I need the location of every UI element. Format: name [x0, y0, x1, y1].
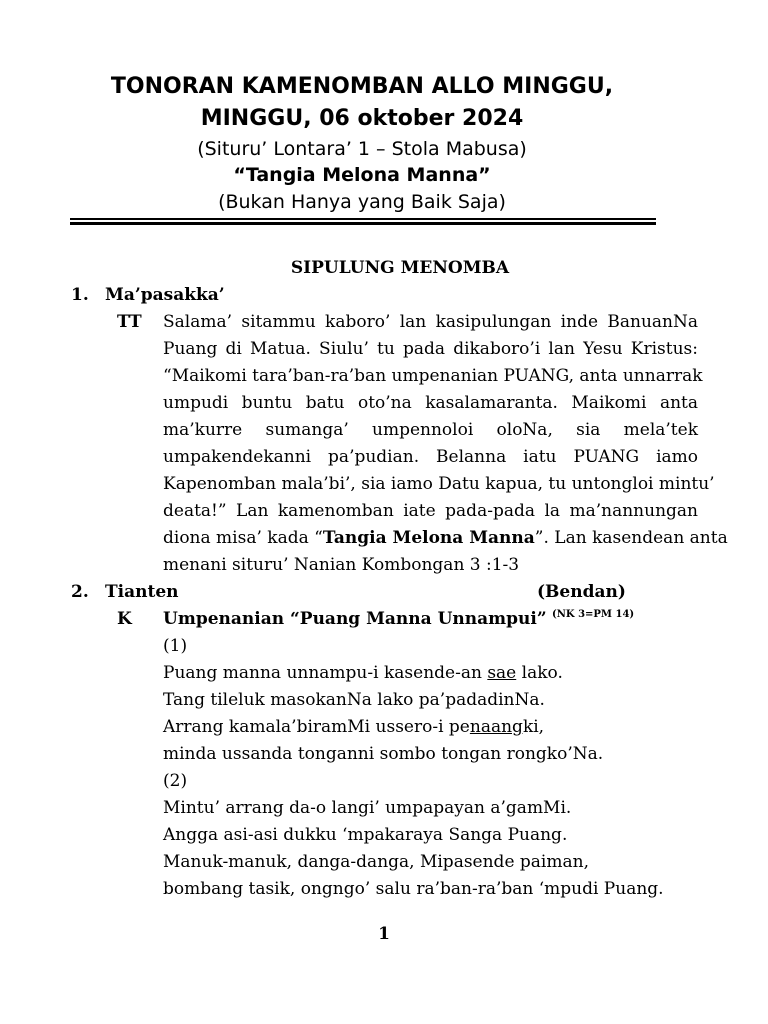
lyric-text: Arrang kamala’biramMi ussero-i pe [163, 717, 470, 737]
speaker-label: K [117, 609, 132, 629]
lyric-text: lako. [516, 663, 563, 683]
paragraph-line: Puang di Matua. Siulu’ tu pada dikaboro’i lan Yesu Kristus: [163, 339, 698, 359]
paragraph-line [163, 528, 728, 548]
paragraph-line: “Maikomi tara’ban-ra’ban umpenanian PUANG, anta unnarrak [163, 366, 703, 386]
paragraph-line: deata!” Lan kamenomban iate pada-pada la ma’nannungan [163, 501, 698, 521]
lyric-text: Puang manna unnampu-i kasende-an [163, 663, 488, 683]
paragraph-line: umpakendekanni pa’pudian. Belanna iatu PUANG iamo [163, 447, 698, 467]
item-number: 1. [71, 285, 89, 305]
paragraph-line: menani situru’ Nanian Kombongan 3 :1-3 [163, 555, 520, 575]
underlined-syllable: sae [487, 663, 517, 683]
lyric-line [163, 717, 544, 737]
underlined-syllable: naang [469, 717, 523, 737]
paragraph-line: Salama’ sitammu kaboro’ lan kasipulungan inde BanuanNa [163, 312, 698, 332]
verse-label: (1) [163, 636, 188, 656]
lyric-line: bombang tasik, ongngo’ salu ra’ban-ra’ban ‘mpudi Puang. [163, 879, 664, 899]
item-number: 2. [71, 582, 89, 602]
verse-label: (2) [163, 771, 188, 791]
lyric-line [163, 663, 563, 683]
paragraph-line: ma’kurre sumanga’ umpennoloi oloNa, sia mela’tek [163, 420, 698, 440]
header-rule-thin [70, 218, 656, 220]
lyric-line: Mintu’ arrang da-o langi’ umpapayan a’gamMi. [163, 798, 572, 818]
paragraph-line: umpudi buntu batu oto’na kasalamaranta. Maikomi anta [163, 393, 698, 413]
header-rule-thick [70, 222, 656, 225]
section-heading: SIPULUNG MENOMBA [290, 258, 510, 278]
source-reference: (Situru’ Lontara’ 1 – Stola Mabusa) [197, 138, 527, 160]
theme-emphasis: Tangia Melona Manna [322, 528, 535, 548]
page-number: 1 [378, 924, 390, 944]
lyric-line: Angga asi-asi dukku ‘mpakaraya Sanga Puang. [163, 825, 568, 845]
theme-translation: (Bukan Hanya yang Baik Saja) [218, 191, 506, 213]
speaker-label: TT [117, 312, 142, 332]
lyric-line: Manuk-manuk, danga-danga, Mipasende paiman, [163, 852, 589, 872]
paragraph-text: ”. Lan kasendean anta [534, 528, 728, 548]
lyric-line: Tang tileluk masokanNa lako pa’padadinNa. [163, 690, 545, 710]
sermon-theme: “Tangia Melona Manna” [233, 164, 491, 186]
item-title: Tianten [105, 582, 179, 602]
stance-label: (Bendan) [537, 582, 626, 602]
song-title-line [163, 609, 634, 629]
lyric-line: minda ussanda tonganni sombo tongan rongko’Na. [163, 744, 604, 764]
song-title: Umpenanian “Puang Manna Unnampui” [163, 609, 547, 629]
song-reference: (NK 3=PM 14) [552, 609, 635, 620]
paragraph-text: diona misa’ kada “ [163, 528, 323, 548]
lyric-text: ki, [522, 717, 545, 737]
item-title: Ma’pasakka’ [105, 285, 225, 305]
document-title-line1: TONORAN KAMENOMBAN ALLO MINGGU, [110, 74, 614, 99]
paragraph-line: Kapenomban mala’bi’, sia iamo Datu kapua, tu untongloi mintu’ [163, 474, 715, 494]
document-title-line2: MINGGU, 06 oktober 2024 [200, 106, 524, 131]
